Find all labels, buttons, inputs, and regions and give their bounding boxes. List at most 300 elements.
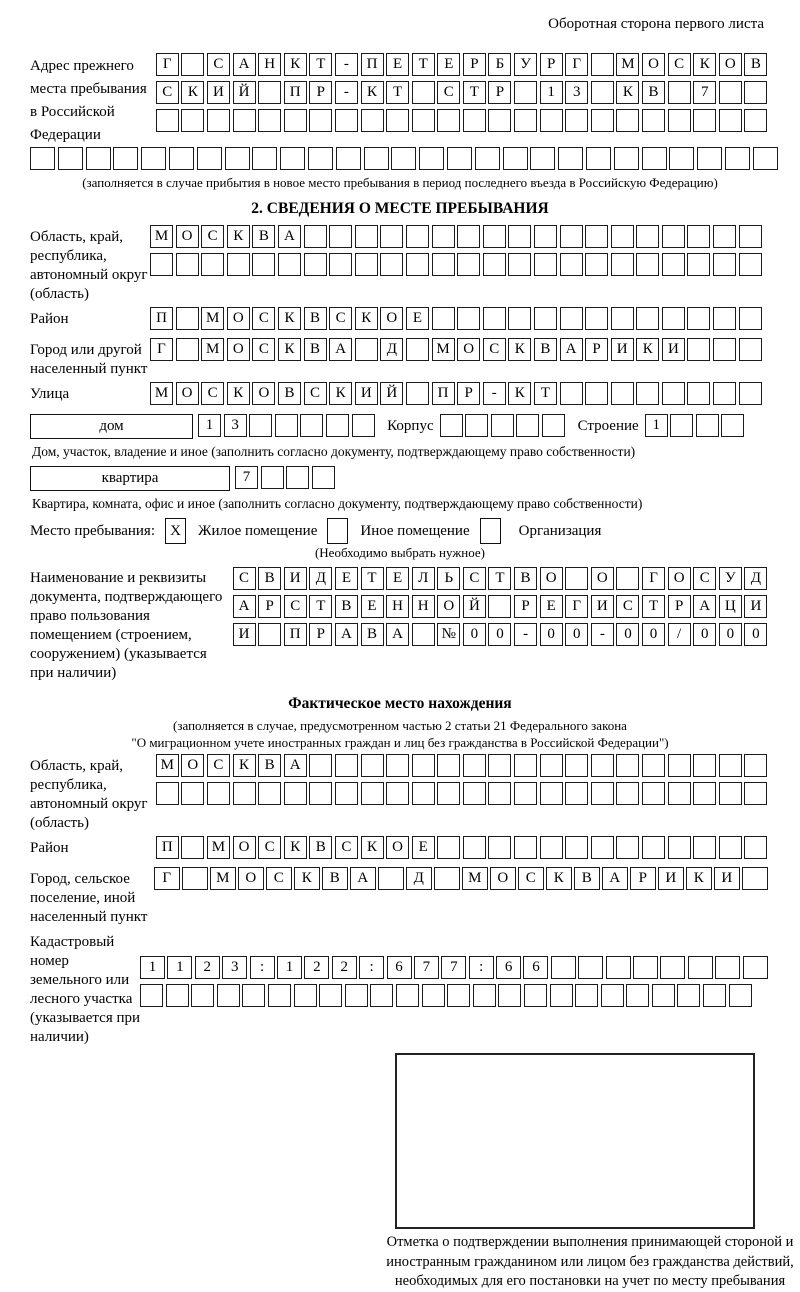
char-box[interactable] [286,466,309,489]
char-box[interactable]: К [508,338,531,361]
char-box[interactable] [181,109,204,132]
char-box[interactable]: С [483,338,506,361]
char-box[interactable] [668,109,691,132]
char-box[interactable]: О [176,225,199,248]
char-box[interactable] [669,147,694,170]
char-box[interactable] [524,984,547,1007]
char-box[interactable] [713,253,736,276]
char-box[interactable] [611,253,634,276]
char-box[interactable] [465,414,488,437]
char-box[interactable]: Н [412,595,435,618]
char-box[interactable] [739,225,762,248]
char-box[interactable]: 1 [140,956,165,979]
char-box[interactable] [326,414,349,437]
char-box[interactable]: В [534,338,557,361]
char-box[interactable]: М [207,836,230,859]
char-box[interactable] [719,81,742,104]
char-box[interactable]: Л [412,567,435,590]
char-box[interactable] [294,984,317,1007]
char-box[interactable] [335,109,358,132]
char-box[interactable] [662,382,685,405]
char-box[interactable] [412,623,435,646]
char-box[interactable]: 3 [222,956,247,979]
char-box[interactable]: К [233,754,256,777]
char-box[interactable]: 7 [441,956,466,979]
char-box[interactable]: Н [386,595,409,618]
char-box[interactable] [591,81,614,104]
char-box[interactable] [719,836,742,859]
char-box[interactable] [565,567,588,590]
char-box[interactable] [514,81,537,104]
char-box[interactable]: К [693,53,716,76]
char-box[interactable] [258,109,281,132]
char-box[interactable]: 0 [693,623,716,646]
char-box[interactable]: К [361,836,384,859]
char-box[interactable] [483,253,506,276]
char-box[interactable] [514,782,537,805]
char-box[interactable] [386,754,409,777]
char-box[interactable]: 7 [414,956,439,979]
char-box[interactable]: К [181,81,204,104]
char-box[interactable]: П [284,81,307,104]
char-box[interactable] [437,836,460,859]
char-box[interactable] [642,754,665,777]
char-box[interactable] [540,782,563,805]
char-box[interactable] [636,307,659,330]
char-box[interactable] [304,253,327,276]
char-box[interactable]: Е [335,567,358,590]
char-box[interactable] [591,109,614,132]
char-box[interactable] [540,754,563,777]
char-box[interactable]: Е [406,307,429,330]
char-box[interactable] [633,956,658,979]
char-box[interactable] [312,466,335,489]
char-box[interactable] [432,253,455,276]
char-box[interactable] [278,253,301,276]
char-box[interactable]: Т [361,567,384,590]
char-box[interactable] [693,109,716,132]
char-box[interactable]: И [207,81,230,104]
char-box[interactable] [687,382,710,405]
char-box[interactable] [585,253,608,276]
char-box[interactable] [516,414,539,437]
char-box[interactable] [739,338,762,361]
char-box[interactable]: Е [361,595,384,618]
char-box[interactable]: С [668,53,691,76]
char-box[interactable]: В [304,307,327,330]
char-box[interactable] [422,984,445,1007]
char-box[interactable]: И [658,867,684,890]
char-box[interactable]: О [176,382,199,405]
char-box[interactable]: О [490,867,516,890]
char-box[interactable]: С [437,81,460,104]
char-box[interactable]: Р [514,595,537,618]
char-box[interactable] [642,109,665,132]
char-box[interactable] [739,307,762,330]
char-box[interactable] [335,754,358,777]
char-box[interactable] [258,782,281,805]
char-box[interactable] [233,782,256,805]
char-box[interactable]: В [642,81,665,104]
char-box[interactable]: Р [457,382,480,405]
char-box[interactable] [591,782,614,805]
char-box[interactable]: Ц [719,595,742,618]
char-box[interactable] [30,147,55,170]
char-box[interactable] [616,782,639,805]
char-box[interactable]: Р [488,81,511,104]
char-box[interactable]: К [278,307,301,330]
char-box[interactable] [150,253,173,276]
char-box[interactable]: : [250,956,275,979]
char-box[interactable]: Е [386,567,409,590]
char-box[interactable]: М [156,754,179,777]
char-box[interactable]: 0 [642,623,665,646]
char-box[interactable] [336,147,361,170]
char-box[interactable]: Б [488,53,511,76]
char-box[interactable] [488,836,511,859]
char-box[interactable] [447,147,472,170]
checkbox-residential[interactable]: X [165,518,186,544]
char-box[interactable] [181,53,204,76]
char-box[interactable] [616,109,639,132]
char-box[interactable] [551,956,576,979]
char-box[interactable] [242,984,265,1007]
char-box[interactable] [275,414,298,437]
char-box[interactable]: В [258,754,281,777]
char-box[interactable] [713,307,736,330]
char-box[interactable] [578,956,603,979]
char-box[interactable]: В [252,225,275,248]
char-box[interactable]: В [744,53,767,76]
char-box[interactable] [508,253,531,276]
char-box[interactable] [713,225,736,248]
char-box[interactable]: Г [642,567,665,590]
char-box[interactable] [258,623,281,646]
char-box[interactable] [355,253,378,276]
char-box[interactable]: И [284,567,307,590]
char-box[interactable] [463,754,486,777]
char-box[interactable]: / [668,623,691,646]
char-box[interactable] [182,867,208,890]
char-box[interactable] [668,836,691,859]
char-box[interactable]: О [233,836,256,859]
char-box[interactable] [616,754,639,777]
char-box[interactable] [565,754,588,777]
char-box[interactable]: К [355,307,378,330]
char-box[interactable] [378,867,404,890]
char-box[interactable] [113,147,138,170]
char-box[interactable]: С [518,867,544,890]
char-box[interactable] [636,225,659,248]
char-box[interactable] [488,782,511,805]
char-box[interactable]: К [329,382,352,405]
char-box[interactable] [693,754,716,777]
char-box[interactable] [611,382,634,405]
char-box[interactable]: Е [437,53,460,76]
char-box[interactable] [361,754,384,777]
char-box[interactable] [473,984,496,1007]
char-box[interactable] [534,225,557,248]
char-box[interactable]: 0 [463,623,486,646]
char-box[interactable] [744,754,767,777]
char-box[interactable]: Т [463,81,486,104]
char-box[interactable] [437,754,460,777]
char-box[interactable]: О [591,567,614,590]
char-box[interactable] [432,307,455,330]
char-box[interactable]: А [693,595,716,618]
char-box[interactable] [380,225,403,248]
char-box[interactable]: К [508,382,531,405]
char-box[interactable]: А [284,754,307,777]
char-box[interactable]: К [361,81,384,104]
char-box[interactable]: К [284,53,307,76]
char-box[interactable] [614,147,639,170]
char-box[interactable]: Д [380,338,403,361]
char-box[interactable] [662,253,685,276]
char-box[interactable] [721,414,744,437]
char-box[interactable] [329,225,352,248]
char-box[interactable] [560,253,583,276]
char-box[interactable]: К [616,81,639,104]
char-box[interactable] [498,984,521,1007]
char-box[interactable]: 2 [304,956,329,979]
char-box[interactable] [514,109,537,132]
char-box[interactable]: К [546,867,572,890]
char-box[interactable] [412,754,435,777]
char-box[interactable] [560,382,583,405]
char-box[interactable]: № [437,623,460,646]
char-box[interactable]: В [335,595,358,618]
char-box[interactable]: Р [668,595,691,618]
char-box[interactable] [508,225,531,248]
char-box[interactable]: О [642,53,665,76]
char-box[interactable]: 3 [565,81,588,104]
char-box[interactable] [739,382,762,405]
char-box[interactable]: В [278,382,301,405]
char-box[interactable] [364,147,389,170]
char-box[interactable]: 2 [195,956,220,979]
char-box[interactable]: - [591,623,614,646]
char-box[interactable] [534,253,557,276]
char-box[interactable] [560,307,583,330]
char-box[interactable]: 0 [744,623,767,646]
char-box[interactable] [662,307,685,330]
char-box[interactable]: Т [309,53,332,76]
char-box[interactable]: С [252,338,275,361]
char-box[interactable] [575,984,598,1007]
char-box[interactable]: С [329,307,352,330]
char-box[interactable] [611,307,634,330]
char-box[interactable]: Г [154,867,180,890]
char-box[interactable]: О [380,307,403,330]
char-box[interactable]: Р [309,623,332,646]
char-box[interactable]: У [719,567,742,590]
char-box[interactable] [86,147,111,170]
char-box[interactable] [530,147,555,170]
char-box[interactable] [560,225,583,248]
char-box[interactable]: И [355,382,378,405]
char-box[interactable]: : [469,956,494,979]
char-box[interactable]: Н [258,53,281,76]
char-box[interactable]: Т [309,595,332,618]
char-box[interactable] [406,253,429,276]
char-box[interactable]: С [201,225,224,248]
char-box[interactable]: О [181,754,204,777]
char-box[interactable] [642,147,667,170]
char-box[interactable] [335,782,358,805]
char-box[interactable]: А [278,225,301,248]
char-box[interactable]: А [233,53,256,76]
char-box[interactable] [352,414,375,437]
char-box[interactable]: П [150,307,173,330]
char-box[interactable]: Й [233,81,256,104]
char-box[interactable] [668,81,691,104]
char-box[interactable] [166,984,189,1007]
char-box[interactable]: С [207,754,230,777]
char-box[interactable]: А [350,867,376,890]
char-box[interactable]: Е [386,53,409,76]
char-box[interactable] [329,253,352,276]
char-box[interactable] [370,984,393,1007]
char-box[interactable] [355,338,378,361]
char-box[interactable]: Й [463,595,486,618]
char-box[interactable] [361,782,384,805]
char-box[interactable] [514,836,537,859]
char-box[interactable]: 0 [540,623,563,646]
char-box[interactable] [514,754,537,777]
char-box[interactable]: К [227,225,250,248]
char-box[interactable] [252,147,277,170]
char-box[interactable]: Р [540,53,563,76]
char-box[interactable]: П [432,382,455,405]
char-box[interactable]: 6 [387,956,412,979]
char-box[interactable]: С [233,567,256,590]
char-box[interactable] [227,253,250,276]
char-box[interactable] [412,109,435,132]
char-box[interactable]: Т [386,81,409,104]
checkbox-organization[interactable] [480,518,501,544]
char-box[interactable] [396,984,419,1007]
char-box[interactable]: Ь [437,567,460,590]
char-box[interactable]: Е [540,595,563,618]
char-box[interactable]: В [309,836,332,859]
char-box[interactable]: Г [156,53,179,76]
char-box[interactable]: И [591,595,614,618]
char-box[interactable] [391,147,416,170]
char-box[interactable] [642,836,665,859]
char-box[interactable] [540,109,563,132]
char-box[interactable] [693,782,716,805]
char-box[interactable]: И [714,867,740,890]
char-box[interactable]: 1 [645,414,668,437]
char-box[interactable] [703,984,726,1007]
char-box[interactable] [447,984,470,1007]
char-box[interactable]: 2 [332,956,357,979]
char-box[interactable] [207,109,230,132]
char-box[interactable] [729,984,752,1007]
char-box[interactable]: 1 [167,956,192,979]
char-box[interactable] [249,414,272,437]
char-box[interactable]: П [284,623,307,646]
char-box[interactable] [309,754,332,777]
char-box[interactable]: О [540,567,563,590]
char-box[interactable]: К [686,867,712,890]
char-box[interactable] [300,414,323,437]
char-box[interactable]: 6 [523,956,548,979]
char-box[interactable]: А [560,338,583,361]
char-box[interactable] [440,414,463,437]
char-box[interactable]: С [693,567,716,590]
char-box[interactable] [601,984,624,1007]
char-box[interactable] [406,382,429,405]
char-box[interactable]: О [227,307,250,330]
char-box[interactable] [677,984,700,1007]
char-box[interactable]: А [335,623,358,646]
char-box[interactable]: Т [412,53,435,76]
char-box[interactable] [197,147,222,170]
char-box[interactable]: 6 [496,956,521,979]
char-box[interactable] [386,109,409,132]
char-box[interactable]: С [201,382,224,405]
char-box[interactable] [412,81,435,104]
char-box[interactable]: С [616,595,639,618]
char-box[interactable]: 1 [540,81,563,104]
char-box[interactable] [534,307,557,330]
char-box[interactable]: 3 [224,414,247,437]
char-box[interactable] [668,754,691,777]
char-box[interactable] [457,225,480,248]
char-box[interactable] [565,782,588,805]
char-box[interactable]: П [156,836,179,859]
char-box[interactable] [284,782,307,805]
char-box[interactable]: М [201,338,224,361]
char-box[interactable]: С [284,595,307,618]
char-box[interactable] [140,984,163,1007]
char-box[interactable] [508,307,531,330]
char-box[interactable] [719,109,742,132]
char-box[interactable]: Д [309,567,332,590]
char-box[interactable]: Р [463,53,486,76]
char-box[interactable]: - [483,382,506,405]
char-box[interactable]: М [432,338,455,361]
char-box[interactable]: С [304,382,327,405]
char-box[interactable]: : [359,956,384,979]
char-box[interactable] [725,147,750,170]
char-box[interactable]: М [150,225,173,248]
char-box[interactable] [252,253,275,276]
char-box[interactable] [753,147,778,170]
char-box[interactable]: Т [642,595,665,618]
char-box[interactable] [268,984,291,1007]
char-box[interactable] [697,147,722,170]
char-box[interactable]: У [514,53,537,76]
char-box[interactable] [280,147,305,170]
char-box[interactable] [668,782,691,805]
char-box[interactable] [181,782,204,805]
char-box[interactable] [463,836,486,859]
char-box[interactable] [591,754,614,777]
char-box[interactable] [503,147,528,170]
char-box[interactable]: Р [258,595,281,618]
char-box[interactable]: В [361,623,384,646]
char-box[interactable]: Д [744,567,767,590]
char-box[interactable] [207,782,230,805]
char-box[interactable] [642,782,665,805]
char-box[interactable] [412,782,435,805]
char-box[interactable]: С [463,567,486,590]
char-box[interactable]: С [156,81,179,104]
char-box[interactable] [463,782,486,805]
